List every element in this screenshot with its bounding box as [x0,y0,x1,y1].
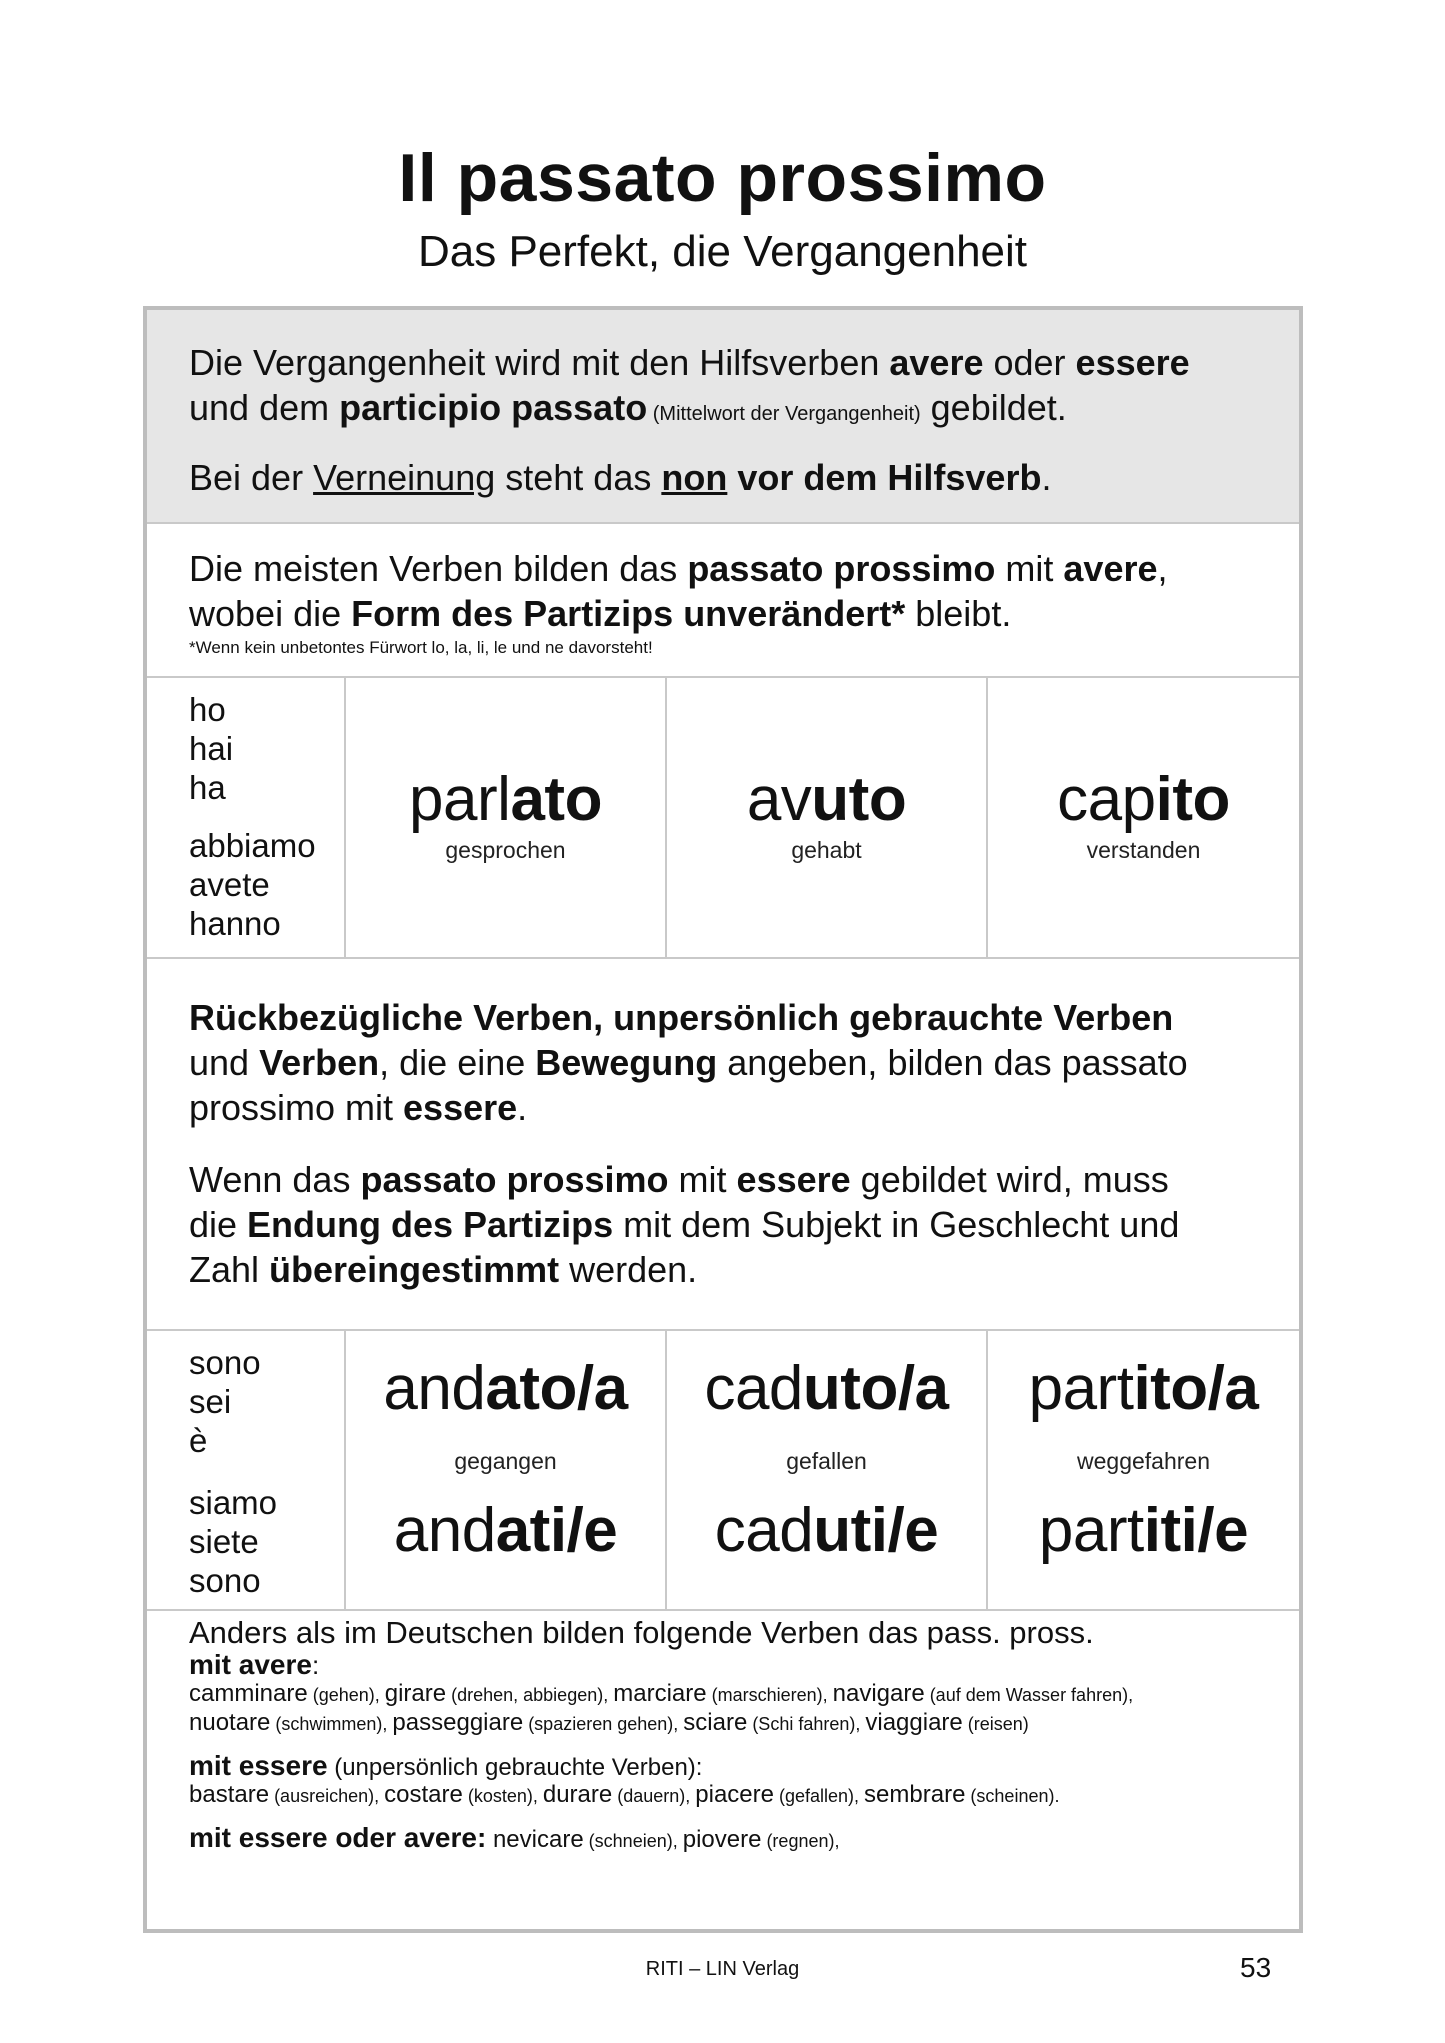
essere-verb-list [189,1781,1299,1810]
avere-verb-list-1 [189,1680,1299,1709]
verb: bastare [189,1781,270,1808]
verb-cell-partito [988,1353,1299,1567]
page-subtitle: Das Perfekt, die Vergangenheit [417,227,1028,276]
verb-translation: (kosten), [462,1786,543,1806]
verb: costare [384,1781,463,1808]
verb-translation: (scheinen). [965,1786,1060,1806]
essere-pronouns-singular: sono sei è [189,1344,261,1459]
avere-line-2: wobei die Form des Partizips unverändert* bleibt. [189,593,1012,634]
participle-plural: partiti/e [1038,1496,1249,1565]
footer-publisher: RITI – LIN Verlag [645,1958,800,1980]
translation: weggefahren [1077,1448,1210,1474]
both-verb-list [486,1827,839,1852]
avere-footnote: *Wenn kein unbetontes Fürwort lo, la, li, le und ne davorsteht! [189,638,653,657]
avere-verb-list-2 [189,1709,1299,1738]
intro-box [147,310,1299,522]
essere-p2-line-1: Wenn das passato prossimo mit essere gebildet wird, muss [189,1159,1169,1200]
translation: gesprochen [445,837,566,863]
participle: parlato [409,765,602,834]
page-title: Il passato prossimo [398,140,1047,216]
intro-line-1: Die Vergangenheit wird mit den Hilfsverben avere oder essere [189,342,1190,383]
essere-p1-line-1: Rückbezügliche Verben, unpersönlich gebrauchte Verben [189,997,1174,1038]
verb-translation: (schneien), [583,1831,683,1851]
essere-p1-line-3: prossimo mit essere. [189,1087,528,1128]
translation: gegangen [454,1448,557,1474]
avere-explanation [147,524,1299,676]
verb-translation: (auf dem Wasser fahren), [924,1685,1134,1705]
verb-translation: (spazieren gehen), [523,1714,684,1734]
verb: piacere [695,1781,774,1808]
avere-line-1: Die meisten Verben bilden das passato prossimo mit avere, [189,548,1168,589]
participle-singular: partito/a [1028,1354,1259,1423]
participle-singular: andato/a [383,1354,628,1423]
verb: sembrare [864,1781,966,1808]
essere-p2-line-2: die Endung des Partizips mit dem Subjekt in Geschlecht und [189,1204,1180,1245]
participle-plural: caduti/e [714,1496,939,1565]
verb-translation: (Schi fahren), [747,1714,866,1734]
exceptions-intro: Anders als im Deutschen bilden folgende Verben das pass. pross. [189,1615,1094,1650]
verb-translation: (ausreichen), [269,1786,385,1806]
avere-exceptions [189,1651,1299,1738]
essere-pronouns-plural: siamo siete sono [189,1484,278,1599]
verb: piovere [682,1826,762,1853]
verb-cell-andato [346,1353,665,1567]
intro-line-3: Bei der Verneinung steht das non vor dem Hilfsverb. [189,457,1052,498]
essere-exceptions [189,1752,1299,1810]
verb-translation: (regnen), [761,1831,840,1851]
both-heading: mit essere oder avere: [189,1822,487,1853]
participle-plural: andati/e [393,1496,618,1565]
verb-translation: (gefallen), [774,1786,865,1806]
verb-translation: (drehen, abbiegen), [446,1685,614,1705]
participle: capito [1057,765,1230,834]
verb: sciare [683,1709,748,1736]
essere-heading: mit essere (unpersönlich gebrauchte Verben): [189,1750,703,1781]
essere-table [147,1331,1299,1609]
verb-translation: (marschieren), [706,1685,833,1705]
verb: camminare [189,1680,308,1707]
verb: passeggiare [392,1709,524,1736]
verb-translation: (dauern), [612,1786,696,1806]
verb: girare [384,1680,447,1707]
verb: navigare [832,1680,925,1707]
verb: viaggiare [865,1709,963,1736]
both-exceptions [189,1824,1299,1855]
verb-cell-capito [988,764,1299,864]
page-number: 53 [1240,1952,1272,1983]
avere-pronouns-plural: abbiamo avete hanno [189,827,316,942]
verb: nuotare [189,1709,271,1736]
verb-translation: (reisen) [962,1714,1029,1734]
verb: durare [542,1781,613,1808]
participle: avuto [746,765,907,834]
translation: gehabt [791,837,862,863]
verb-translation: (schwimmen), [270,1714,393,1734]
verb-cell-parlato [346,764,665,864]
verb-cell-caduto [667,1353,986,1567]
translation: gefallen [786,1448,867,1474]
verb: nevicare [486,1826,584,1853]
essere-explanation [147,959,1299,1329]
avere-pronouns-singular: ho hai ha [189,691,234,806]
exceptions-section [147,1611,1299,1921]
content-frame [143,306,1303,1933]
avere-heading: mit avere: [189,1649,320,1680]
avere-table [147,678,1299,957]
essere-p1-line-2: und Verben, die eine Bewegung angeben, bilden das passato [189,1042,1188,1083]
intro-line-2: und dem participio passato (Mittelwort der Vergangenheit) gebildet. [189,387,1067,428]
verb: marciare [613,1680,707,1707]
verb-translation: (gehen), [307,1685,385,1705]
translation: verstanden [1086,837,1201,863]
essere-p2-line-3: Zahl übereingestimmt werden. [189,1249,698,1290]
participle-singular: caduto/a [704,1354,949,1423]
verb-cell-avuto [667,764,986,864]
